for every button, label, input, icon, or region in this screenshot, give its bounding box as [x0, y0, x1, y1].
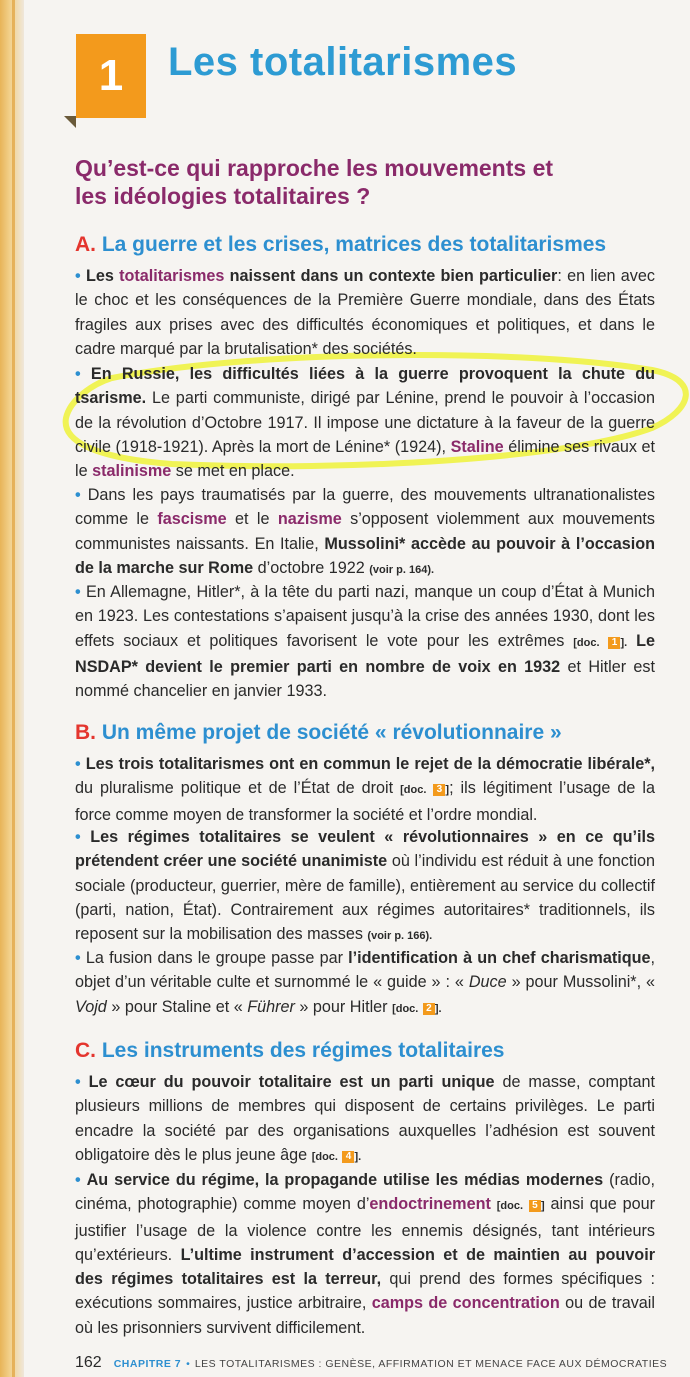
body-text: Dans les pays traumatisés par la guerre, des mouvements ultranationalistes comme le: [75, 486, 655, 529]
chapter-number: 1: [98, 51, 124, 100]
bold-text: Mussolini* accède au pouvoir à l’occasion de la marche sur Rome: [75, 534, 655, 577]
bold-text: Le NSDAP* devient le premier parti en nombre de voix en 1932: [75, 631, 656, 676]
footer-chapter-title: LES TOTALITARISMES : GENÈSE, AFFIRMATION ET MENACE FACE AUX DÉMOCRATIES: [194, 1358, 668, 1370]
paragraph-b2: [75, 825, 655, 948]
body-text: de masse, comptant plusieurs millions de membres qui disposent de certains privilèges. Le parti encadre la société par des organisations auxquelles l’adhésion est souvent obligatoire dès le plus jeune âge: [75, 1073, 656, 1164]
paragraph-a1: [75, 264, 655, 361]
body-text: se met en place.: [175, 462, 295, 481]
body-text: élimine ses rivaux et le: [75, 437, 655, 481]
body-text: Le parti communiste, dirigé par Lénine, prend le pouvoir à l’occasion de la révolution d’Octobre 1917. Il impose une dictature à la faveur de la guerre civile (1918-1921). Après la mort de Lénine* (1924),: [75, 389, 656, 456]
doc-reference: ]: [445, 784, 450, 797]
body-text: ; ils légitiment l’usage de la force comme moyen de transformer la société et l’ordre mondial.: [75, 779, 656, 824]
body-text: , objet d’un véritable culte et surnommé le « guide » : «: [75, 949, 655, 992]
italic-term: Vojd: [75, 997, 107, 1016]
body-text: ainsi que pour justifier l’usage de la violence contre les ennemis désignés, tant intérieurs qu’extérieurs.: [75, 1195, 656, 1264]
bullet: •: [75, 1073, 81, 1091]
key-term: Staline: [450, 437, 504, 456]
key-term: totalitarismes: [119, 267, 225, 285]
bold-text: naissent dans un contexte bien particulier: [229, 267, 558, 285]
chapter-number-box: [76, 34, 146, 118]
bold-text: Au service du régime, la propagande utilise les médias modernes: [86, 1171, 604, 1189]
bullet: •: [75, 486, 81, 504]
number-box-corner: [64, 116, 76, 128]
body-text: et le: [235, 510, 270, 529]
bullet: •: [75, 755, 81, 773]
section-b-heading: [75, 721, 562, 745]
doc-reference: [doc.: [496, 1200, 524, 1213]
body-text: » pour Staline et «: [111, 997, 243, 1016]
doc-reference: ].: [354, 1150, 362, 1163]
bold-text: Les: [85, 267, 114, 285]
bold-text: Les trois totalitarismes ont en commun le rejet de la démocratie libérale*,: [85, 755, 655, 773]
doc-number-badge: 3: [433, 784, 445, 796]
footer-separator: •: [186, 1358, 190, 1370]
paragraph-b3: [75, 946, 655, 1021]
section-a-letter: A.: [75, 233, 96, 256]
bullet: •: [75, 365, 81, 383]
bold-text: Le cœur du pouvoir totalitaire est un parti unique: [88, 1073, 495, 1091]
bullet: •: [75, 949, 81, 967]
doc-number-badge: 5: [529, 1200, 541, 1212]
page-title: Les totalitarismes: [168, 40, 518, 84]
body-text: ou de travail où les prisonniers survivent difficilement.: [75, 1294, 655, 1337]
body-text: La fusion dans le groupe passe par: [85, 949, 343, 967]
doc-number-badge: 2: [423, 1003, 435, 1015]
body-text: En Allemagne, Hitler*, à la tête du parti nazi, manque un coup d’État à Munich en 1923. Les contestations s’apaisent jusqu’à la crise des années 1930, dont les effets sociaux et politiques favorisent le vote pour les extrêmes: [75, 583, 655, 650]
key-term: stalinisme: [92, 462, 172, 481]
doc-reference: [doc.: [400, 784, 427, 797]
section-c-letter: C.: [75, 1039, 96, 1062]
paragraph-c2: [75, 1168, 655, 1340]
section-c-heading: [75, 1039, 504, 1063]
doc-number-badge: 1: [608, 637, 620, 649]
body-text: du pluralisme politique et de l’État de droit: [75, 779, 394, 798]
page-number: 162: [75, 1354, 102, 1371]
paragraph-a4: [75, 580, 655, 703]
doc-reference: [doc.: [573, 636, 600, 649]
body-text: (radio, cinéma, photographie) comme moyen d’: [75, 1171, 655, 1214]
body-text: » pour Hitler: [299, 997, 388, 1016]
page-reference: (voir p. 164).: [369, 563, 435, 576]
doc-reference: ].: [620, 636, 628, 649]
page-footer: [75, 1354, 667, 1372]
body-text: où l’individu est réduit à une fonction sociale (producteur, guerrier, mère de famille), entièrement au service du collectif (parti, nation, État). Contrairement aux régimes autoritaires* traditionnels, ils reposent sur la mobilisation des masses: [75, 852, 655, 944]
paragraph-a2: [75, 362, 655, 483]
page-edge-stripe: [12, 0, 15, 1377]
key-term: nazisme: [277, 510, 342, 529]
body-text: qui prend des formes spécifiques : exécutions sommaires, justice arbitraire,: [75, 1270, 655, 1313]
bold-text: l’identification à un chef charismatique: [348, 949, 651, 967]
key-term: endoctrinement: [369, 1195, 491, 1214]
doc-reference: ]: [540, 1200, 545, 1213]
page-reference: (voir p. 166).: [367, 930, 433, 943]
doc-reference: ].: [434, 1002, 442, 1015]
lesson-question: Qu’est-ce qui rapproche les mouvements et les idéologies totalitaires ?: [75, 155, 554, 209]
bold-text: En Russie, les difficultés liées à la guerre provoquent la chute du tsarisme.: [75, 365, 656, 408]
bold-text: L’ultime instrument d’accession et de maintien au pouvoir des régimes totalitaires est la terreur,: [75, 1245, 655, 1289]
section-b-letter: B.: [75, 721, 96, 744]
key-term: fascisme: [157, 510, 227, 529]
body-text: » pour Mussolini*, «: [511, 973, 656, 992]
section-a-title: La guerre et les crises, matrices des totalitarismes: [101, 233, 607, 256]
italic-term: Duce: [468, 973, 507, 992]
paragraph-a3: [75, 483, 655, 582]
body-text: d’octobre 1922: [257, 558, 365, 577]
paragraph-b1: [75, 752, 655, 827]
key-term: camps de concentration: [371, 1294, 560, 1313]
bullet: •: [75, 583, 81, 601]
bullet: •: [75, 828, 81, 846]
body-text: et Hitler est nommé chancelier en janvier 1933.: [75, 657, 655, 701]
bullet: •: [75, 1171, 81, 1189]
body-text: s’opposent violemment aux mouvements communistes naissants. En Italie,: [75, 510, 655, 553]
doc-number-badge: 4: [342, 1151, 354, 1163]
bullet: •: [75, 267, 81, 285]
section-b-title: Un même projet de société « révolutionnaire »: [101, 721, 562, 744]
section-a-heading: [75, 233, 606, 257]
section-c-title: Les instruments des régimes totalitaires: [101, 1039, 505, 1062]
paragraph-c1: [75, 1070, 655, 1169]
footer-chapter-label: CHAPITRE 7: [113, 1358, 182, 1370]
body-text: : en lien avec le choc et les conséquences de la Première Guerre mondiale, dans des États fragiles aux prises avec des difficultés économiques et politiques, et dans le cadre marqué par la brutalisation* des sociétés.: [75, 267, 655, 358]
doc-reference: [doc.: [392, 1002, 419, 1015]
italic-term: Führer: [247, 997, 295, 1016]
bold-text: Les régimes totalitaires se veulent « révolutionnaires » en ce qu’ils prétendent créer une société unanimiste: [75, 828, 656, 871]
doc-reference: [doc.: [311, 1150, 338, 1163]
